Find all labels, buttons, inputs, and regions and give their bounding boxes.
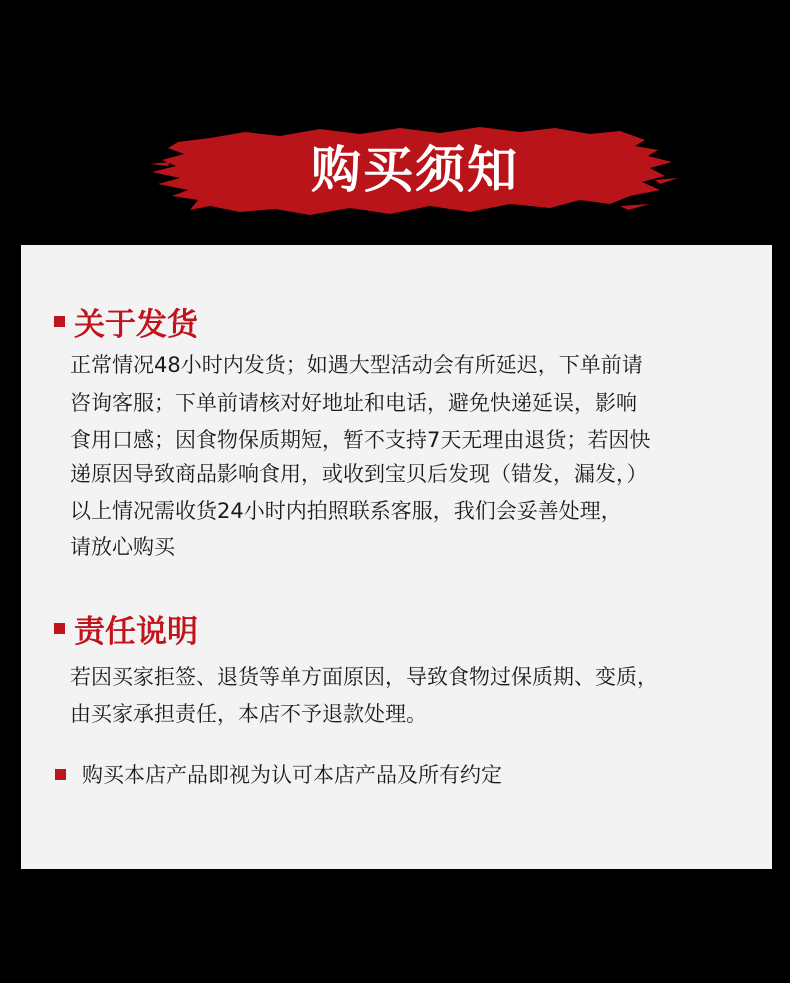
- shipping-text-line: 递原因导致商品影响食用，或收到宝贝后发现（错发，漏发，）: [70, 462, 648, 486]
- square-bullet-icon: [54, 623, 65, 634]
- header-banner: [150, 120, 680, 220]
- section-title-shipping: [54, 301, 198, 341]
- section-title-text: 关于发货: [74, 306, 198, 343]
- responsibility-text-line: 若因买家拒签、退货等单方面原因，导致食物过保质期、变质，: [70, 665, 658, 689]
- agreement-text: 购买本店产品即视为认可本店产品及所有约定: [82, 763, 502, 787]
- page-title: 购买须知: [311, 141, 519, 199]
- shipping-text-line: 咨询客服；下单前请核对好地址和电话，避免快递延误，影响: [70, 391, 637, 415]
- shipping-text-line: 正常情况48小时内发货；如遇大型活动会有所延迟，下单前请: [70, 353, 643, 377]
- shipping-text-line: 以上情况需收货24小时内拍照联系客服，我们会妥善处理，: [70, 499, 622, 523]
- shipping-text-line: 请放心购买: [70, 535, 175, 559]
- square-bullet-icon: [54, 316, 65, 327]
- agreement-note: [55, 760, 502, 788]
- responsibility-text-line: 由买家承担责任，本店不予退款处理。: [70, 702, 427, 726]
- notice-panel: [21, 245, 772, 869]
- section-title-responsibility: [54, 608, 198, 648]
- section-title-text: 责任说明: [74, 613, 198, 650]
- square-bullet-icon: [55, 769, 66, 780]
- shipping-text-line: 食用口感；因食物保质期短，暂不支持7天无理由退货；若因快: [70, 428, 651, 452]
